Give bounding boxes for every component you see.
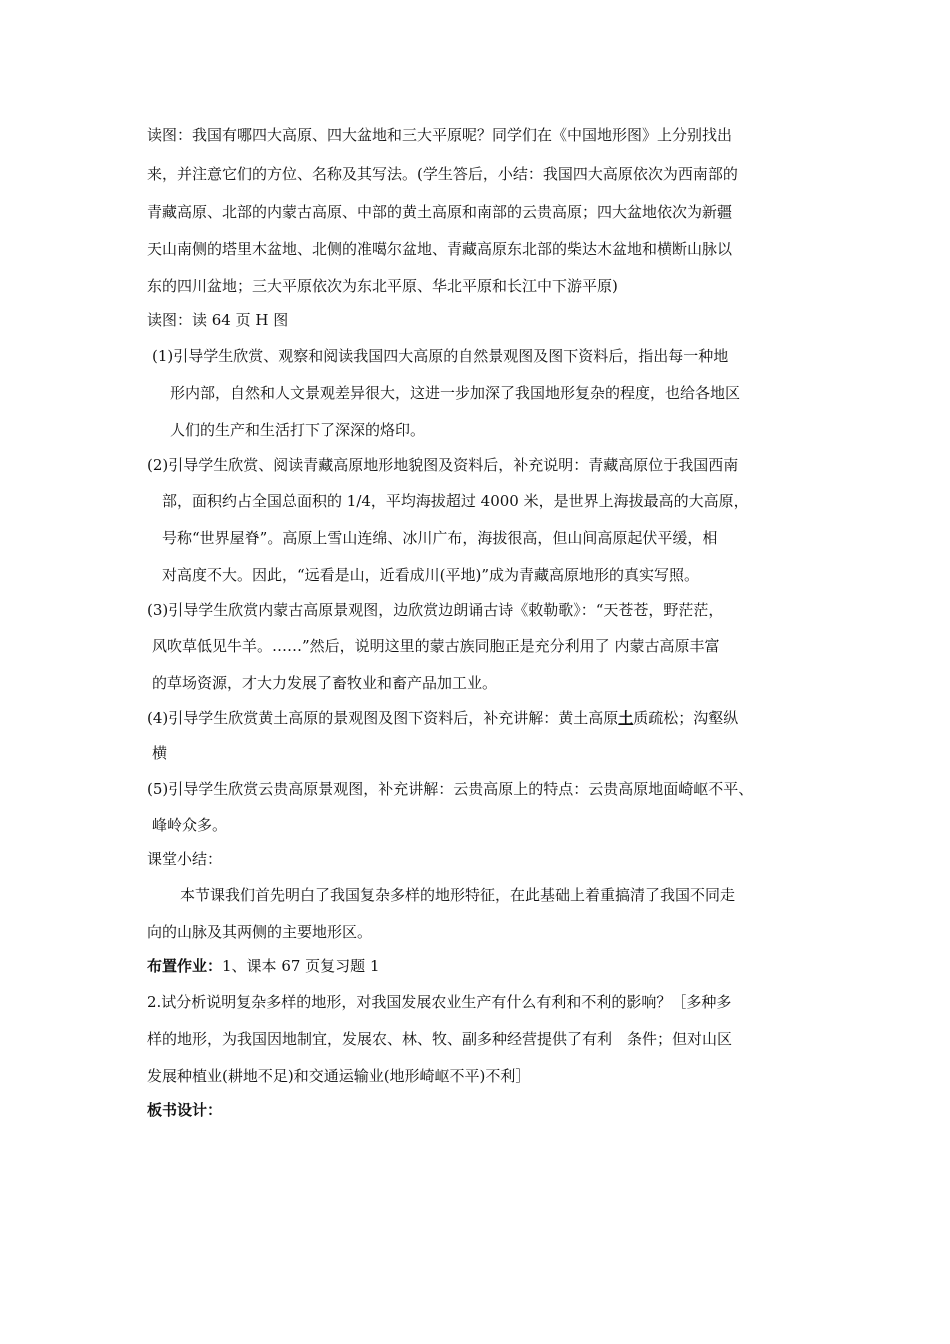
item-4-line-2: 横 bbox=[152, 744, 168, 762]
item-5-line-2: 峰岭众多。 bbox=[152, 816, 228, 834]
summary-line-2: 向的山脉及其两侧的主要地形区。 bbox=[147, 923, 373, 941]
homework-q2-line-1: 2.试分析说明复杂多样的地形，对我国发展农业生产有什么有利和不利的影响？［多种多 bbox=[147, 993, 732, 1011]
item-1-line-2: 形内部，自然和人文景观差异很大，这进一步加深了我国地形复杂的程度，也给各地区 bbox=[170, 384, 741, 402]
item-1-line-1: (1)引导学生欣赏、观察和阅读我国四大高原的自然景观图及图下资料后，指出每一种地 bbox=[152, 347, 729, 365]
summary-line-1: 本节课我们首先明白了我国复杂多样的地形特征，在此基础上着重搞清了我国不同走 bbox=[180, 886, 736, 904]
intro-line-3: 青藏高原、北部的内蒙古高原、中部的黄土高原和南部的云贵高原；四大盆地依次为新疆 bbox=[147, 203, 733, 221]
item-2-line-3: 号称“世界屋脊”。高原上雪山连绵、冰川广布，海拔很高，但山间高原起伏平缓，相 bbox=[162, 529, 718, 547]
item-4-text-after: 质疏松；沟壑纵 bbox=[633, 709, 739, 727]
item-3-line-1: (3)引导学生欣赏内蒙古高原景观图，边欣赏边朗诵古诗《敕勒歌》：“天苍苍，野茫茫， bbox=[147, 601, 724, 619]
item-3-line-2: 风吹草低见牛羊。……”然后，说明这里的蒙古族同胞正是充分利用了 内蒙古高原丰富 bbox=[152, 637, 720, 655]
item-2-line-4: 对高度不大。因此，“远看是山，近看成川(平地)”成为青藏高原地形的真实写照。 bbox=[162, 566, 700, 584]
homework-label: 布置作业： bbox=[147, 957, 223, 975]
item-4-line-1 bbox=[147, 708, 738, 728]
intro-line-1: 读图：我国有哪四大高原、四大盆地和三大平原呢？同学们在《中国地形图》上分别找出 bbox=[147, 126, 733, 144]
intro-line-5: 东的四川盆地；三大平原依次为东北平原、华北平原和长江中下游平原) bbox=[147, 277, 618, 295]
intro-line-2: 来，并注意它们的方位、名称及其写法。(学生答后，小结：我国四大高原依次为西南部的 bbox=[147, 165, 738, 183]
homework-line bbox=[147, 956, 380, 976]
board-design-heading: 板书设计： bbox=[147, 1101, 223, 1119]
item-4-underlined-char: 土 bbox=[618, 709, 634, 727]
homework-q2-line-2: 样的地形，为我国因地制宜，发展农、林、牧、副多种经营提供了有利 条件；但对山区 bbox=[147, 1030, 733, 1048]
item-3-line-3: 的草场资源，才大力发展了畜牧业和畜产品加工业。 bbox=[152, 674, 498, 692]
summary-heading: 课堂小结： bbox=[147, 850, 223, 868]
homework-q2-line-3: 发展种植业(耕地不足)和交通运输业(地形崎岖不平)不利］ bbox=[147, 1067, 531, 1085]
item-5-line-1: (5)引导学生欣赏云贵高原景观图，补充讲解：云贵高原上的特点：云贵高原地面崎岖不平、 bbox=[147, 780, 754, 798]
intro-line-4: 天山南侧的塔里木盆地、北侧的准噶尔盆地、青藏高原东北部的柴达木盆地和横断山脉以 bbox=[147, 240, 733, 258]
item-2-line-2: 部，面积约占全国总面积的 1/4，平均海拔超过 4000 米，是世界上海拔最高的大高原， bbox=[162, 492, 749, 510]
read-map-line: 读图：读 64 页 H 图 bbox=[147, 311, 289, 329]
homework-text: 1、课本 67 页复习题 1 bbox=[222, 957, 380, 975]
item-4-text-before: (4)引导学生欣赏黄土高原的景观图及图下资料后，补充讲解：黄土高原 bbox=[147, 709, 619, 727]
item-1-line-3: 人们的生产和生活打下了深深的烙印。 bbox=[170, 421, 426, 439]
item-2-line-1: (2)引导学生欣赏、阅读青藏高原地形地貌图及资料后，补充说明：青藏高原位于我国西南 bbox=[147, 456, 739, 474]
